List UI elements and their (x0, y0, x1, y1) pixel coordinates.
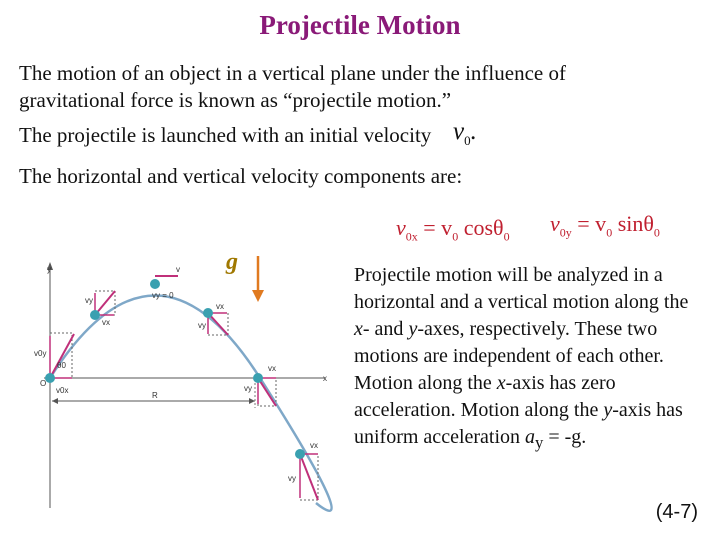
v0x-label: v0x (56, 386, 69, 395)
ball-descending (203, 308, 213, 318)
landing-vy-label: vy (244, 384, 252, 393)
body-part-1: Projectile motion will be analyzed in a horizontal and a vertical motion along the (354, 264, 689, 313)
body-x-italic-2: x (496, 372, 506, 394)
body-a-italic: a (525, 426, 536, 448)
rising-vx-label: vx (102, 318, 110, 327)
launch-velocity-vector (50, 334, 74, 378)
gravity-label: g (226, 249, 238, 275)
body-part-6: = -g. (543, 426, 587, 448)
theta0-label: θ0 (57, 361, 66, 370)
v0-subscript: 0 (464, 133, 471, 148)
body-y-italic: y (408, 318, 418, 340)
falling-velocity-vector (300, 454, 318, 500)
eq1-fn-sub: 0 (503, 229, 510, 244)
eq2-fn: sinθ (612, 211, 654, 236)
components-sentence: The horizontal and vertical velocity components are: (19, 164, 463, 188)
x-axis-label: x (323, 374, 327, 383)
explanation-paragraph (354, 262, 704, 456)
intro-paragraph: The motion of an object in a vertical plane under the influence of gravitational force is known as “projectile motion.” (19, 61, 566, 112)
eq1-lhs: v (396, 215, 406, 240)
eq1-rhs-sub: 0 (452, 229, 459, 244)
launch-sentence: The projectile is launched with an initial velocity (19, 123, 432, 147)
v0y-label: v0y (34, 349, 47, 358)
slide-number: (4-7) (655, 501, 698, 523)
eq1-lhs-sub: 0x (405, 229, 418, 244)
eq2-lhs-sub: 0y (559, 225, 572, 240)
eq2-lhs: v (550, 211, 560, 236)
ball-falling (295, 449, 305, 459)
body-part-4: -axis has zero acceleration. Motion along the (354, 372, 616, 421)
range-right-arrow-icon (249, 398, 255, 404)
page-title: Projectile Motion (259, 10, 461, 40)
ball-landing (253, 373, 263, 383)
v0-letter: v (453, 118, 465, 145)
descending-vx-label: vx (216, 302, 224, 311)
falling-vy-label: vy (288, 474, 296, 483)
y-axis-label: y (47, 265, 51, 274)
top-vy-zero-label: vy = 0 (152, 291, 174, 300)
eq2-rhs: = v (577, 211, 607, 236)
range-label: R (152, 391, 158, 400)
body-x-italic: x (354, 318, 363, 340)
ball-launch (45, 373, 55, 383)
ball-top (150, 279, 160, 289)
body-part-3: -axes, respectively. These two motions are independent of each other. Motion along the (354, 318, 664, 394)
origin-label: O (40, 379, 47, 388)
falling-vx-label: vx (310, 441, 318, 450)
eq1-fn: cosθ (458, 215, 504, 240)
ball-rising (90, 310, 100, 320)
eq2-rhs-sub: 0 (606, 225, 613, 240)
body-a-sub: y (535, 433, 544, 452)
body-part-2: - and (362, 318, 409, 340)
landing-vx-label: vx (268, 364, 276, 373)
eq1-rhs: = v (423, 215, 453, 240)
range-left-arrow-icon (52, 398, 58, 404)
eq2-fn-sub: 0 (653, 225, 660, 240)
body-y-italic-2: y (603, 399, 613, 421)
projectile-diagram (30, 258, 340, 513)
rising-vy-label: vy (85, 296, 93, 305)
initial-velocity-symbol (453, 118, 477, 149)
top-v-label: v (176, 265, 180, 274)
descending-vy-label: vy (198, 321, 206, 330)
body-part-5: -axis has uniform acceleration (354, 399, 683, 448)
equation-v0y (550, 211, 660, 240)
v0-period: . (470, 118, 477, 145)
equation-v0x (396, 215, 510, 244)
